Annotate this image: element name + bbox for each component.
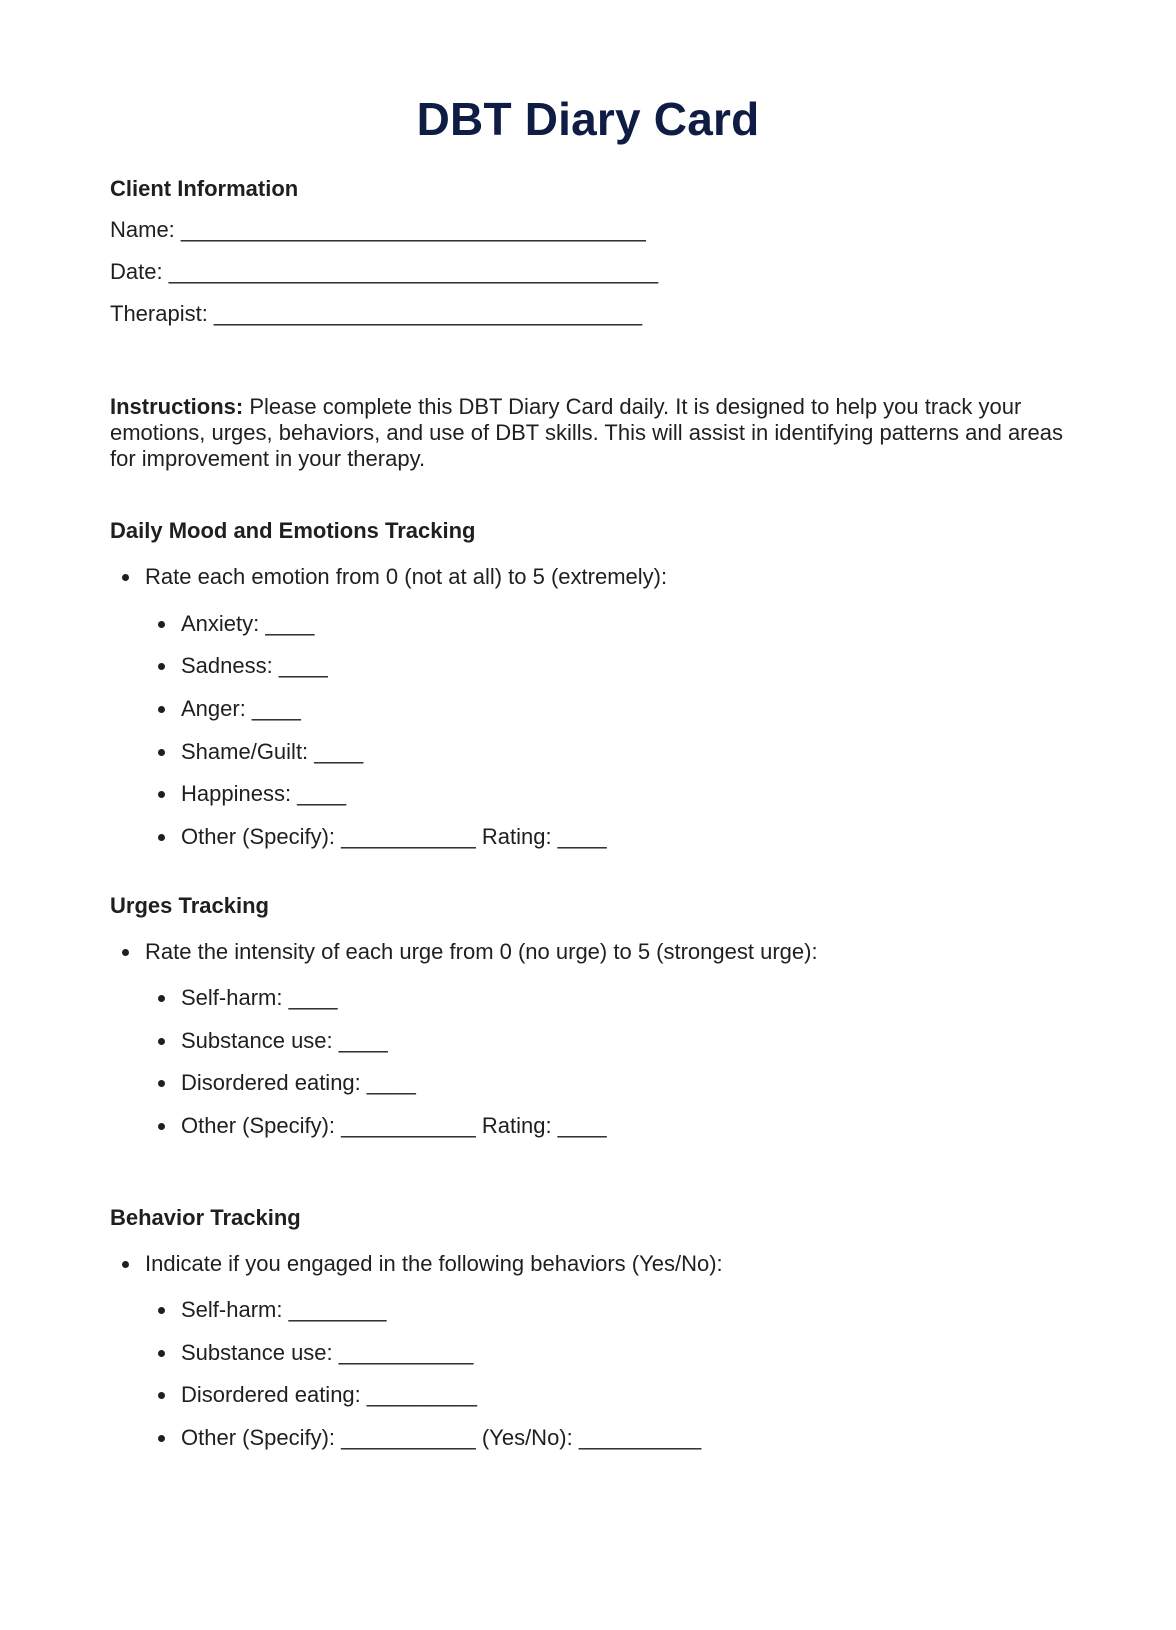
document-title: DBT Diary Card bbox=[416, 93, 760, 145]
mood-prompt: Rate each emotion from 0 (not at all) to 5 (extremely): bbox=[145, 564, 668, 589]
name-field: Name: ______________________________________ bbox=[110, 217, 646, 242]
urge-item-other: Other (Specify): ___________ Rating: ____ bbox=[181, 1113, 607, 1138]
urge-item-disordered-eating: Disordered eating: ____ bbox=[181, 1070, 416, 1095]
urges-heading: Urges Tracking bbox=[110, 893, 269, 918]
mood-item-other: Other (Specify): ___________ Rating: ____ bbox=[181, 824, 607, 849]
urges-prompt: Rate the intensity of each urge from 0 (no urge) to 5 (strongest urge): bbox=[145, 939, 818, 964]
behavior-item-other: Other (Specify): ___________ (Yes/No): __________ bbox=[181, 1425, 702, 1450]
instructions-text: Please complete this DBT Diary Card daily. It is designed to help you track your emotions, urges, behaviors, and use of DBT skills. This will assist in identifying patterns and areas for improvement in your therapy. bbox=[110, 394, 1063, 471]
urge-item-substance-use: Substance use: ____ bbox=[181, 1028, 388, 1053]
date-field: Date: ________________________________________ bbox=[110, 259, 659, 284]
client-info-heading: Client Information bbox=[110, 176, 299, 201]
behavior-heading: Behavior Tracking bbox=[110, 1205, 301, 1230]
behavior-item-self-harm: Self-harm: ________ bbox=[181, 1297, 387, 1322]
mood-item-shame-guilt: Shame/Guilt: ____ bbox=[181, 739, 364, 764]
urge-item-self-harm: Self-harm: ____ bbox=[181, 985, 338, 1010]
behavior-prompt: Indicate if you engaged in the following behaviors (Yes/No): bbox=[145, 1251, 723, 1276]
instructions-paragraph bbox=[110, 394, 1070, 472]
mood-item-happiness: Happiness: ____ bbox=[181, 781, 347, 806]
behavior-item-disordered-eating: Disordered eating: _________ bbox=[181, 1382, 478, 1407]
therapist-field: Therapist: ___________________________________ bbox=[110, 301, 643, 326]
mood-item-sadness: Sadness: ____ bbox=[181, 653, 328, 678]
behavior-item-substance-use: Substance use: ___________ bbox=[181, 1340, 474, 1365]
mood-heading: Daily Mood and Emotions Tracking bbox=[110, 518, 476, 543]
instructions-label: Instructions: bbox=[110, 394, 244, 419]
mood-item-anger: Anger: ____ bbox=[181, 696, 301, 721]
mood-item-anxiety: Anxiety: ____ bbox=[181, 611, 315, 636]
